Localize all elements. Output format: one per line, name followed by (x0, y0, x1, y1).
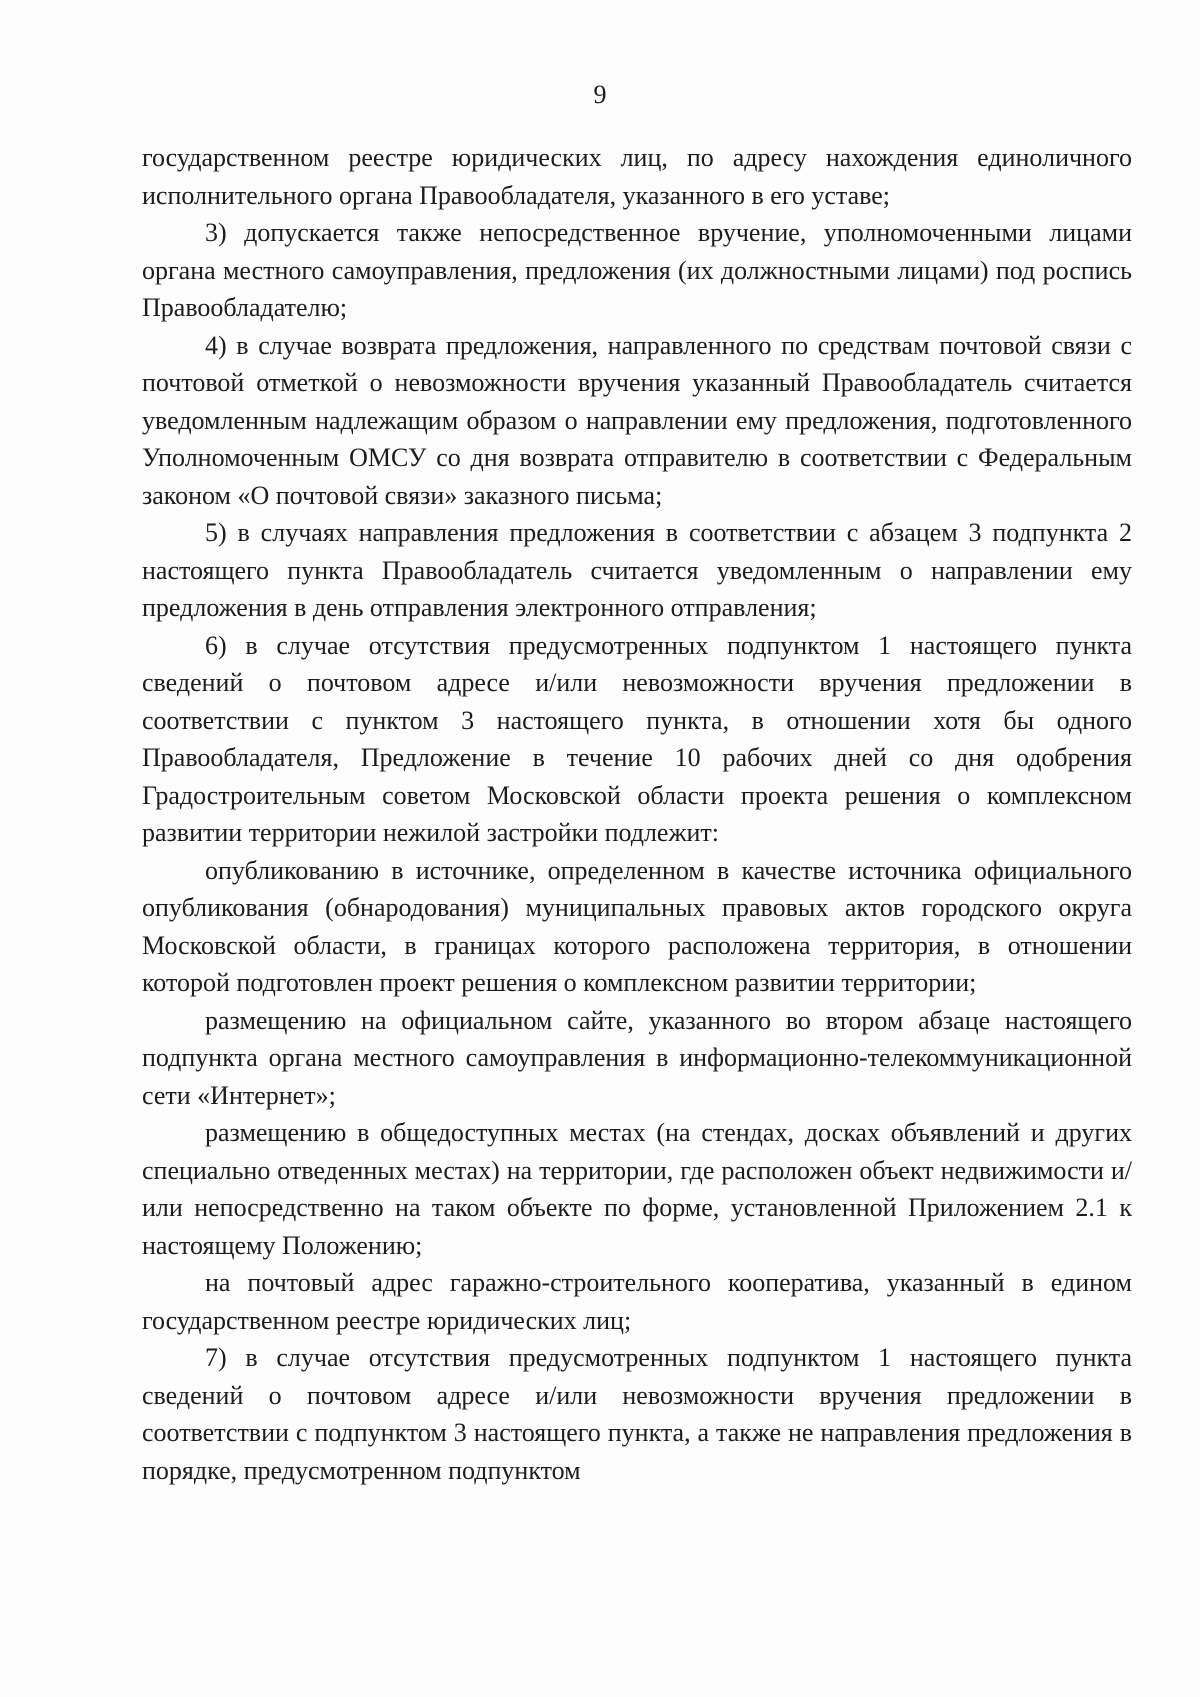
paragraph-postal-address: на почтовый адрес гаражно-строительного кооператива, указанный в едином государственном реестре юридических лиц; (142, 1268, 1132, 1335)
paragraph-publication: опубликованию в источнике, определенном в качестве источника официального опубликования (обнародования) муниципальных правовых актов городского округа Московской области, в границах которого расположена территория, в отношении которой подготовлен проект решения о комплексном развитии территории; (142, 855, 1132, 997)
paragraph-item-6: 6) в случае отсутствия предусмотренных подпунктом 1 настоящего пункта сведений о почтовом адресе и/или невозможности вручения предложении в соответствии с пунктом 3 настоящего пункта, в отношении хотя бы одного Правообладателя, Предложение в течение 10 рабочих дней со дня одобрения Градостроительным советом Московской области проекта решения о комплексном развитии территории нежилой застройки подлежит: (142, 630, 1132, 847)
document-body (142, 139, 1132, 1489)
paragraph-item-3: 3) допускается также непосредственное вручение, уполномоченными лицами органа местного самоуправления, предложения (их должностными лицами) под роспись Правообладателю; (142, 218, 1132, 322)
paragraph-continuation: государственном реестре юридических лиц, по адресу нахождения единоличного исполнительного органа Правообладателя, указанного в его уставе; (142, 143, 1132, 210)
paragraph-item-7: 7) в случае отсутствия предусмотренных подпунктом 1 настоящего пункта сведений о почтовом адресе и/или невозможности вручения предложении в соответствии с подпунктом 3 настоящего пункта, а также не направления предложения в порядке, предусмотренном подпунктом (142, 1343, 1132, 1485)
paragraph-item-4: 4) в случае возврата предложения, направленного по средствам почтовой связи с почтовой отметкой о невозможности вручения указанный Правообладатель считается уведомленным надлежащим образом о направлении ему предложения, подготовленного Уполномоченным ОМСУ со дня возврата отправителю в соответствии с Федеральным законом «О почтовой связи» заказного письма; (142, 330, 1132, 510)
paragraph-website-placement: размещению на официальном сайте, указанного во втором абзаце настоящего подпункта органа местного самоуправления в информационно-телекоммуникационной сети «Интернет»; (142, 1005, 1132, 1110)
paragraph-public-places-placement: размещению в общедоступных местах (на стендах, досках объявлений и других специально отведенных местах) на территории, где расположен объект недвижимости и/или непосредственно на таком объекте по форме, установленной Приложением 2.1 к настоящему Положению; (142, 1118, 1132, 1260)
page-number: 9 (593, 80, 607, 109)
paragraph-item-5: 5) в случаях направления предложения в соответствии с абзацем 3 подпункта 2 настоящего пункта Правообладатель считается уведомленным о направлении ему предложения в день отправления электронного отправления; (142, 518, 1132, 622)
